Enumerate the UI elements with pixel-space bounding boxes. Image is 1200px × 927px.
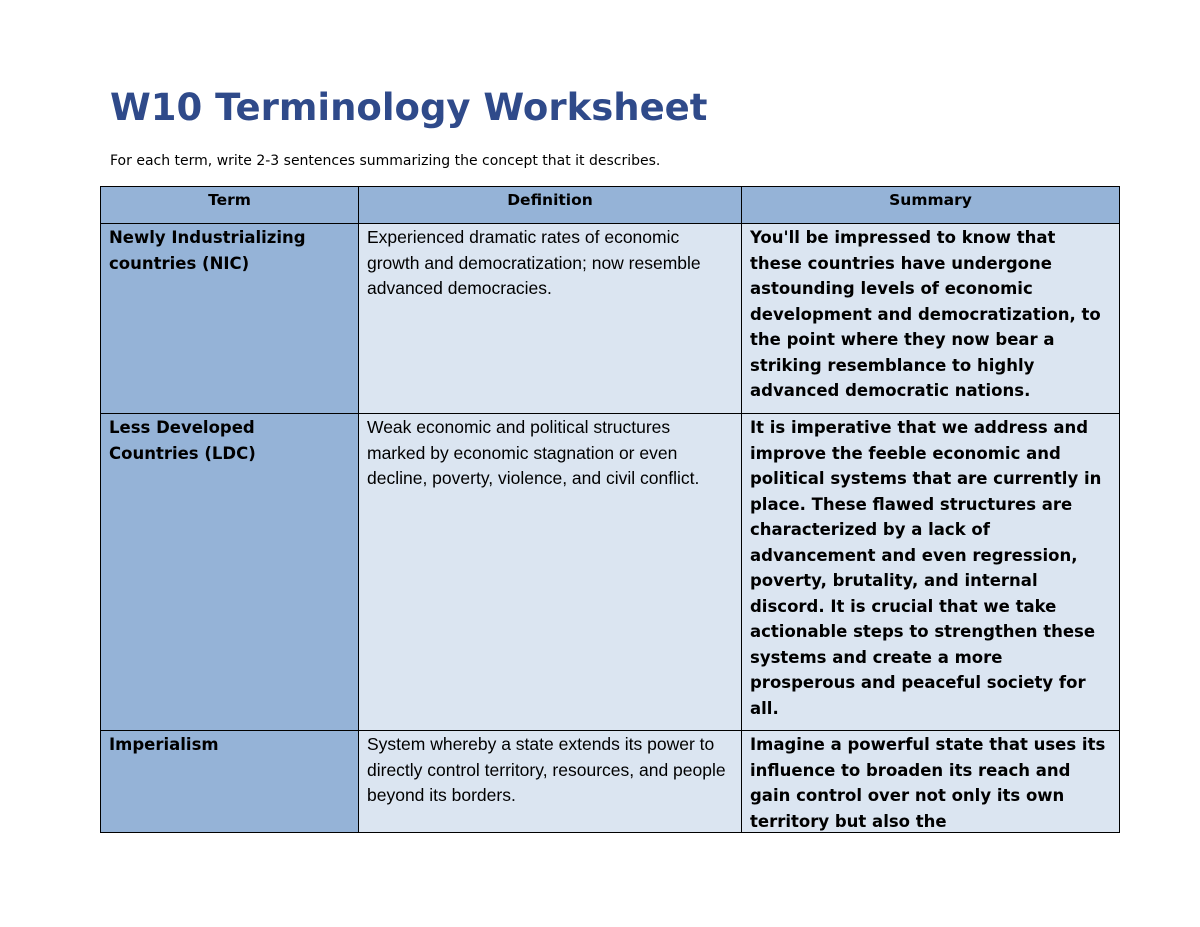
term-cell: Less Developed Countries (LDC) (101, 414, 359, 731)
summary-text-clipped: Imagine a powerful state that uses its influence to broaden its reach and gain control over not only its own territory but also the (750, 735, 1106, 831)
terminology-table (100, 186, 1120, 833)
table-header (101, 187, 1120, 224)
term-cell: Newly Industrializing countries (NIC) (101, 224, 359, 414)
summary-cell: You'll be impressed to know that these countries have undergone astounding levels of economic development and democratization, to the point where they now bear a striking resemblance to highly advanced democratic nations. (742, 224, 1120, 414)
table-row (101, 224, 1120, 414)
table-row (101, 731, 1120, 833)
term-cell: Imperialism (101, 731, 359, 833)
header-summary: Summary (742, 187, 1120, 224)
page-title: W10 Terminology Worksheet (110, 86, 708, 129)
summary-cell: It is imperative that we address and improve the feeble economic and political systems that are currently in place. These flawed structures are characterized by a lack of advancement and even regression, poverty, brutality, and internal discord. It is crucial that we take actionable steps to strengthen these systems and create a more prosperous and peaceful society for all. (742, 414, 1120, 731)
definition-cell: System whereby a state extends its power to directly control territory, resources, and people beyond its borders. (359, 731, 742, 833)
table-row (101, 414, 1120, 731)
summary-cell (742, 731, 1120, 833)
definition-cell: Weak economic and political structures marked by economic stagnation or even decline, poverty, violence, and civil conflict. (359, 414, 742, 731)
instructions-text: For each term, write 2-3 sentences summarizing the concept that it describes. (110, 153, 661, 169)
definition-cell: Experienced dramatic rates of economic growth and democratization; now resemble advanced democracies. (359, 224, 742, 414)
header-row (101, 187, 1120, 224)
header-term: Term (101, 187, 359, 224)
header-definition: Definition (359, 187, 742, 224)
